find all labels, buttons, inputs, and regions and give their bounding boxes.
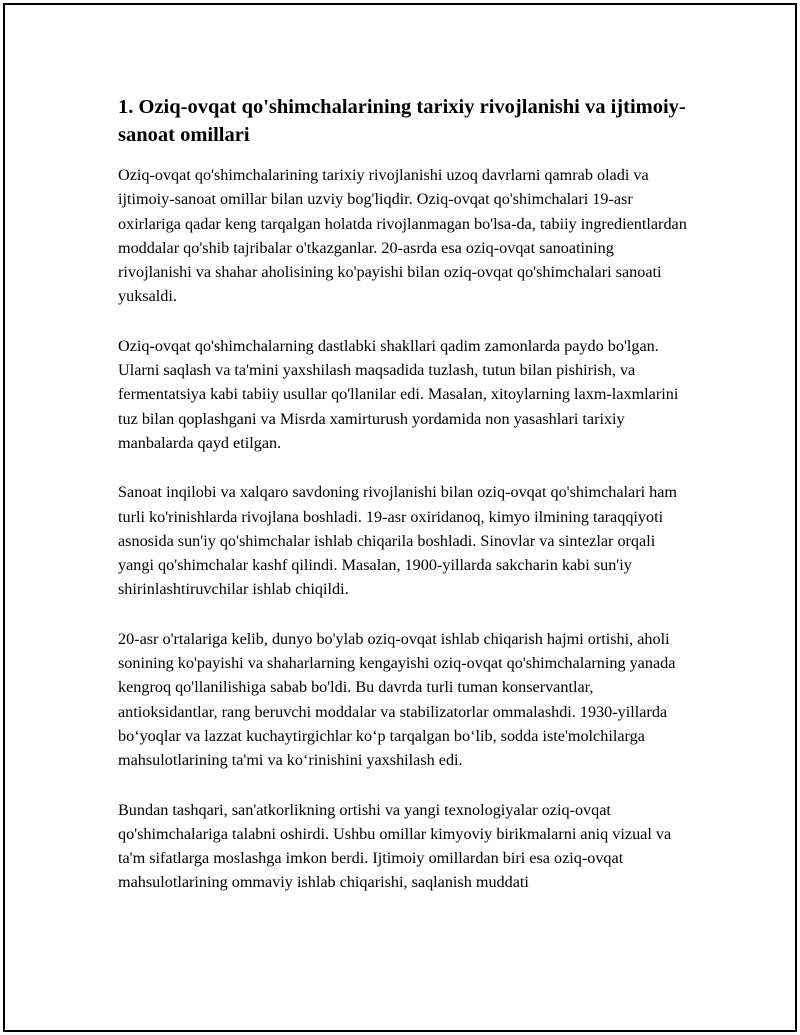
paragraph-1: Oziq-ovqat qo'shimchalarining tarixiy rivojlanishi uzoq davrlarni qamrab oladi va ijtimoiy-sanoat omillar bilan uzviy bog'liqdir. Oziq-ovqat qo'shimchalari 19-asr oxirlariga qadar keng tarqalgan holatda rivojlanmagan bo'lsa-da, tabiiy ingredientlardan moddalar qo'shib tajribalar o'tkazganlar. 20-asrda esa oziq-ovqat sanoatining rivojlanishi va shahar aholisining ko'payishi bilan oziq-ovqat qo'shimchalari sanoati yuksaldi. bbox=[118, 166, 687, 306]
section-heading: 1. Oziq-ovqat qo'shimchalarining tarixiy rivojlanishi va ijtimoiy-sanoat omillari bbox=[118, 96, 686, 146]
paragraph-5: Bundan tashqari, san'atkorlikning ortishi va yangi texnologiyalar oziq-ovqat qo'shimchalariga talabni oshirdi. Ushbu omillar kimyoviy birikmalarni aniq vizual va ta'm sifatlarga moslashga imkon berdi. Ijtimoiy omillardan biri esa oziq-ovqat mahsulotlarining ommaviy ishlab chiqarishi, saqlanish muddati bbox=[118, 800, 672, 892]
document-body bbox=[118, 93, 688, 920]
paragraph-3: Sanoat inqilobi va xalqaro savdoning rivojlanishi bilan oziq-ovqat qo'shimchalari ham turli ko'rinishlarda rivojlana boshladi. 19-asr oxiridanoq, kimyo ilmining taraqqiyoti asnosida sun'iy qo'shimchalar ishlab chiqarila boshladi. Sinovlar va sintezlar orqali yangi qo'shimchalar kashf qilindi. Masalan, 1900-yillarda sakcharin kabi sun'iy shirinlashtiruvchilar ishlab chiqildi. bbox=[118, 483, 678, 599]
paragraph-2: Oziq-ovqat qo'shimchalarning dastlabki shakllari qadim zamonlarda paydo bo'lgan. Ularni saqlash va ta'mini yaxshilash maqsadida tuzlash, tutun bilan pishirish, va fermentatsiya kabi tabiiy usullar qo'llanilar edi. Masalan, xitoylarning laxm-laxmlarini tuz bilan qoplashgani va Misrda xamirturush yordamida non yasashlari tarixiy manbalarda qayd etilgan. bbox=[118, 336, 679, 452]
paragraph-4: 20-asr o'rtalariga kelib, dunyo bo'ylab oziq-ovqat ishlab chiqarish hajmi ortishi, aholi sonining ko'payishi va shaharlarning kengayishi oziq-ovqat qo'shimchalarning yanada kengroq qo'llanilishiga sabab bo'ldi. Bu davrda turli tuman konservantlar, antioksidantlar, rang beruvchi moddalar va stabilizatorlar ommalashdi. 1930-yillarda bo‘yoqlar va lazzat kuchaytirgichlar ko‘p tarqalgan bo‘lib, sodda iste'molchilarga mahsulotlarining ta'mi va ko‘rinishini yaxshilash edi. bbox=[118, 629, 676, 770]
